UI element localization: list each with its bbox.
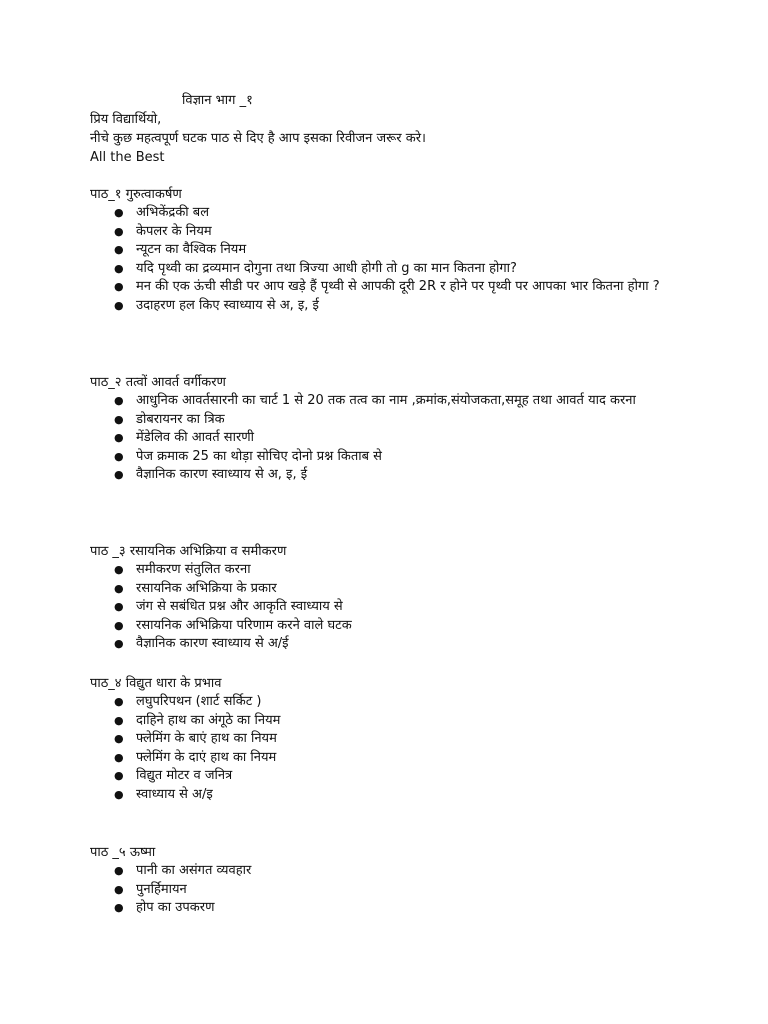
section-heading: पाठ_४ विद्युत धारा के प्रभाव [90, 676, 222, 691]
section-heading: पाठ_१ गुरुत्वाकर्षण [90, 187, 182, 202]
list-item [90, 223, 710, 242]
bullet-icon: ● [114, 769, 124, 782]
section-lesson-3 [90, 542, 710, 654]
bullet-list [90, 693, 710, 804]
wish-line: All the Best [90, 150, 165, 165]
bullet-icon: ● [114, 600, 124, 613]
document-title: विज्ञान भाग _१ [182, 93, 253, 108]
list-item-text: फ्लेमिंग के दाएं हाथ का नियम [136, 749, 277, 765]
list-item-text: मेंडेलिव की आवर्त सारणी [136, 430, 255, 445]
list-item [90, 297, 710, 316]
bullet-icon: ● [114, 412, 124, 426]
bullet-icon: ● [114, 261, 124, 275]
list-item [90, 466, 710, 485]
list-item-text: न्यूटन का वैश्विक नियम [136, 242, 247, 257]
list-item [90, 712, 710, 731]
section-heading: पाठ _५ ऊष्मा [90, 845, 156, 860]
greeting-line: प्रिय विद्यार्थियो, [90, 112, 162, 127]
list-item-text: रसायनिक अभिक्रिया के प्रकार [136, 580, 277, 596]
section-lesson-4 [90, 674, 710, 804]
list-item [90, 241, 710, 260]
bullet-icon: ● [114, 864, 124, 877]
bullet-icon: ● [114, 637, 124, 650]
list-item [90, 730, 710, 749]
list-item-text: फ्लेमिंग के बाएं हाथ का नियम [136, 731, 277, 746]
list-item [90, 767, 710, 786]
section-heading: पाठ _३ रसायनिक अभिक्रिया व समीकरण [90, 544, 287, 559]
list-item-text: पेज क्रमाक 25 का थोड़ा सोचिए दोनो प्रश्न किताब से [136, 448, 382, 464]
list-item [90, 617, 710, 636]
list-item [90, 204, 710, 223]
bullet-icon: ● [114, 750, 124, 764]
list-item [90, 260, 710, 279]
bullet-icon: ● [114, 563, 124, 576]
bullet-icon: ● [114, 243, 124, 256]
section-lesson-2 [90, 373, 710, 485]
bullet-icon: ● [114, 394, 124, 407]
list-item-text: आधुनिक आवर्तसारनी का चार्ट 1 से 20 तक तत्व का नाम ,क्रमांक,संयोजकता,समूह तथा आवर्त याद करना [136, 393, 636, 408]
list-item [90, 448, 710, 467]
bullet-list [90, 392, 710, 485]
bullet-icon: ● [114, 787, 124, 801]
list-item [90, 561, 710, 580]
list-item-text: स्वाध्याय से अ/इ [136, 786, 213, 802]
list-item-text: पानी का असंगत व्यवहार [136, 863, 252, 878]
bullet-icon: ● [114, 901, 124, 914]
list-item-text: डोबरायनर का त्रिक [136, 411, 225, 427]
bullet-icon: ● [114, 695, 124, 708]
list-item-text: पुनर्हिमायन [136, 881, 187, 897]
list-item-text: मन की एक ऊंची सीडी पर आप खड़े हैं पृथ्वी से आपकी दूरी 2R र होने पर पृथ्वी पर आपका भार कितना होगा ? [136, 279, 660, 294]
list-item [90, 881, 710, 900]
bullet-icon: ● [114, 431, 124, 444]
list-item [90, 598, 710, 617]
list-item-text: केपलर के नियम [136, 223, 212, 239]
list-item-text: होप का उपकरण [136, 900, 215, 915]
list-item [90, 899, 710, 918]
list-item-text: वैज्ञानिक कारण स्वाध्याय से अ, इ, ई [136, 467, 308, 482]
section-lesson-5 [90, 843, 710, 918]
instruction-line: नीचे कुछ महत्वपूर्ण घटक पाठ से दिए है आप इसका रिवीजन जरूर करे। [90, 131, 426, 146]
list-item [90, 786, 710, 805]
bullet-icon: ● [114, 206, 124, 219]
list-item-text: विद्युत मोटर व जनित्र [136, 768, 233, 783]
list-item [90, 429, 710, 448]
bullet-icon: ● [114, 468, 124, 481]
bullet-icon: ● [114, 882, 124, 896]
list-item [90, 580, 710, 599]
list-item-text: उदाहरण हल किए स्वाध्याय से अ, इ, ई [136, 297, 319, 313]
section-lesson-1 [90, 185, 710, 315]
bullet-icon: ● [114, 713, 124, 727]
list-item [90, 278, 710, 297]
intro-block [90, 110, 730, 167]
list-item [90, 635, 710, 654]
bullet-list [90, 561, 710, 654]
list-item-text: लघुपरिपथन (शार्ट सर्किट ) [136, 694, 262, 709]
list-item-text: रसायनिक अभिक्रिया परिणाम करने वाले घटक [136, 617, 352, 633]
list-item [90, 411, 710, 430]
bullet-list [90, 204, 710, 315]
list-item-text: दाहिने हाथ का अंगूठे का नियम [136, 712, 281, 728]
list-item-text: वैज्ञानिक कारण स्वाध्याय से अ/ई [136, 636, 289, 651]
bullet-icon: ● [114, 224, 124, 238]
list-item-text: अभिकेंद्रकी बल [136, 205, 210, 220]
bullet-icon: ● [114, 581, 124, 595]
list-item [90, 693, 710, 712]
list-item-text: यदि पृथ्वी का द्रव्यमान दोगुना तथा त्रिज्या आधी होगी तो g का मान कितना होगा? [136, 260, 517, 276]
list-item [90, 749, 710, 768]
bullet-icon: ● [114, 732, 124, 745]
list-item [90, 392, 710, 411]
list-item [90, 862, 710, 881]
list-item-text: जंग से सबंधित प्रश्न और आकृति स्वाध्याय से [136, 599, 343, 614]
bullet-icon: ● [114, 298, 124, 312]
bullet-icon: ● [114, 449, 124, 463]
bullet-icon: ● [114, 618, 124, 632]
bullet-icon: ● [114, 280, 124, 293]
list-item-text: समीकरण संतुलित करना [136, 562, 251, 577]
bullet-list [90, 862, 710, 918]
section-heading: पाठ_२ तत्वों आवर्त वर्गीकरण [90, 375, 226, 390]
